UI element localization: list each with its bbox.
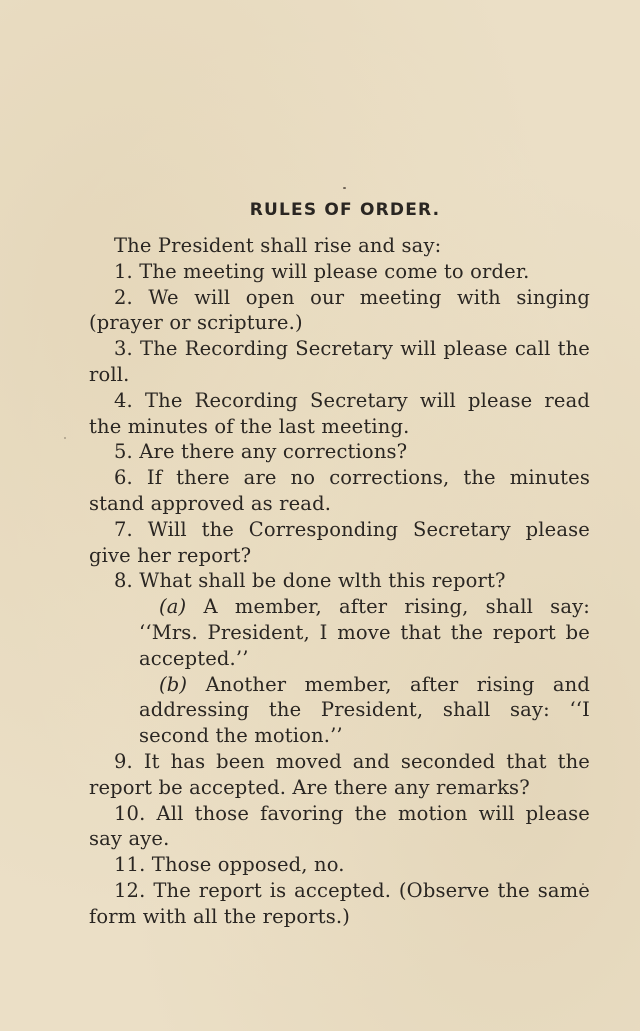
rule-item: 5. Are there any corrections? [114, 440, 408, 464]
rule-item: 9. It has been moved and seconded that the report be accepted. Are there any remarks? [89, 749, 590, 799]
rules-body [89, 233, 590, 930]
subclause-a [139, 594, 590, 671]
subclause-text: Another member, after rising and addressing the President, shall say: ‘‘I second the motion.’’ [139, 672, 590, 748]
rule-item: 11. Those opposed, no. [114, 853, 345, 877]
paper-speck [343, 187, 346, 189]
rule-item: 2. We will open our meeting with singing (prayer or scripture.) [89, 285, 590, 335]
page-title: RULES OF ORDER. [249, 200, 441, 220]
subclause-marker: (b) [159, 672, 188, 696]
subclause-text: A member, after rising, shall say: ‘‘Mrs. President, I move that the report be accepted.’’ [139, 595, 590, 670]
rule-item: 6. If there are no corrections, the minutes stand approved as read. [89, 466, 590, 515]
intro-paragraph: The President shall rise and say: [114, 234, 442, 257]
rule-item: 7. Will the Corresponding Secretary please give her report? [89, 517, 590, 567]
paper-speck [64, 437, 66, 439]
rule-item: 4. The Recording Secretary will please read the minutes of the last meeting. [89, 388, 590, 438]
rule-item: 1. The meeting will please come to order. [114, 259, 530, 283]
rule-item: 8. What shall be done wlth this report? [114, 569, 506, 593]
rule-item: 12. The report is accepted. (Observe the same form with all the reports.) [89, 878, 590, 928]
subclause-b [139, 672, 590, 749]
rule-item: 3. The Recording Secretary will please call the roll. [89, 337, 590, 386]
subclause-marker: (a) [159, 595, 187, 619]
rule-item: 10. All those favoring the motion will please say aye. [89, 801, 590, 851]
